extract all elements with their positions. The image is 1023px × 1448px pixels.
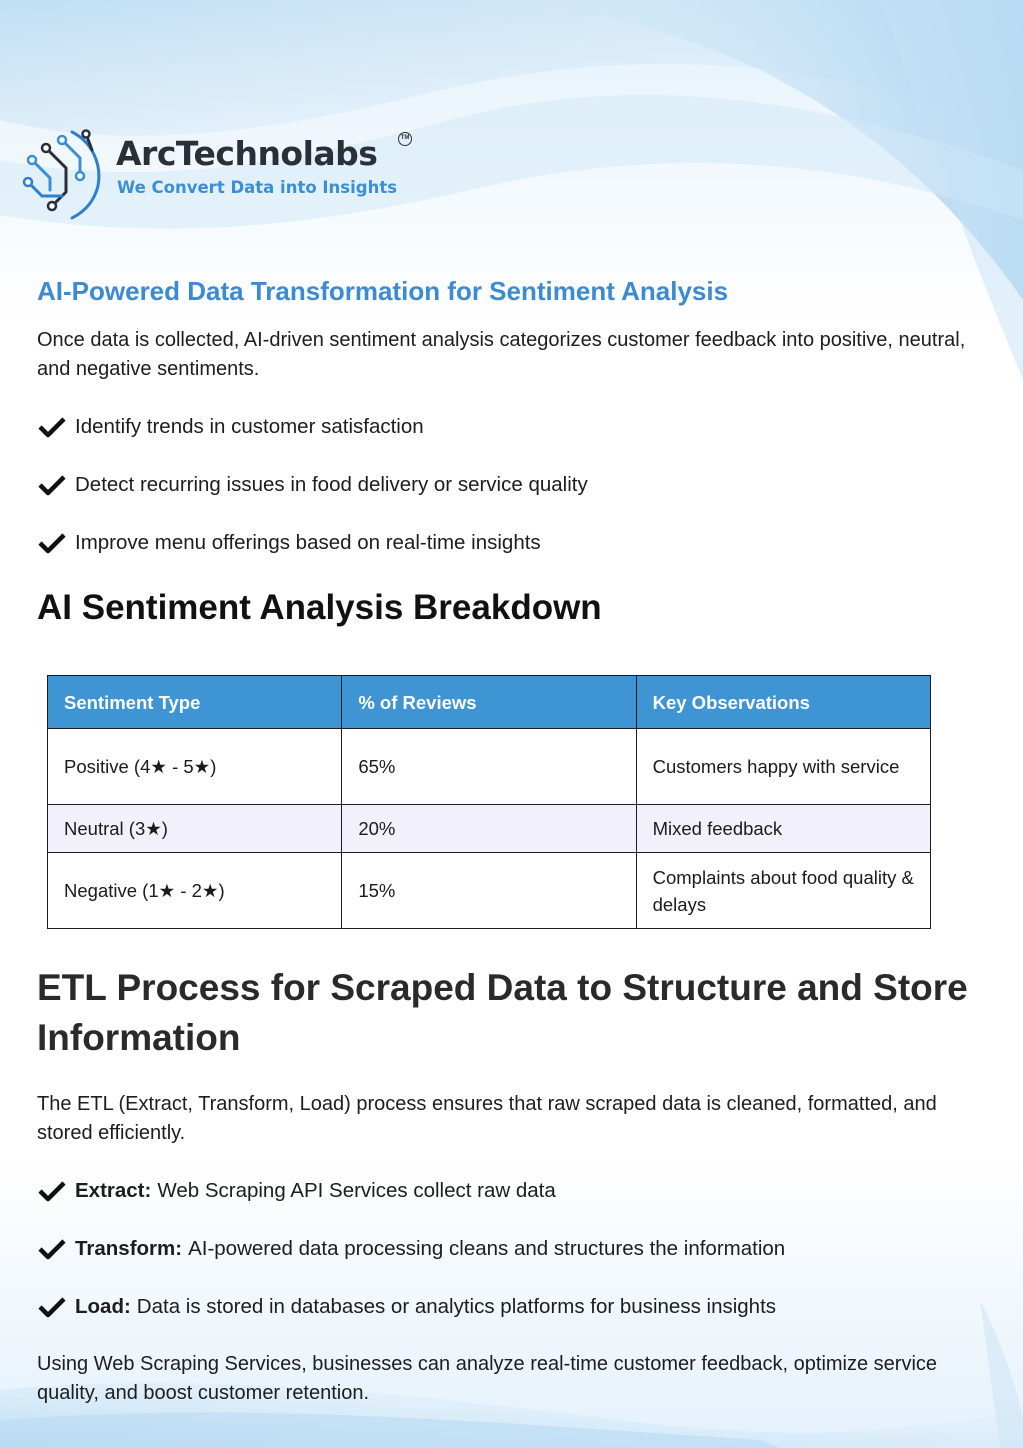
table-cell: Mixed feedback	[636, 805, 930, 853]
logo-tagline: We Convert Data into Insights	[117, 178, 398, 197]
bullet-item	[37, 470, 588, 500]
table-row	[48, 805, 931, 853]
etl-bullet-text: Web Scraping API Services collect raw data	[157, 1179, 556, 1202]
checkmark-icon	[37, 1180, 67, 1202]
circuit-arc-icon	[22, 120, 108, 220]
sentiment-table	[47, 675, 931, 929]
section-intro-paragraph: Once data is collected, AI-driven sentiment analysis categorizes customer feedback into positive, neutral, and negative sentiments.	[37, 329, 966, 380]
checkmark-icon	[37, 1296, 67, 1318]
bullet-item	[37, 412, 424, 442]
etl-bullet-item	[37, 1176, 556, 1206]
checkmark-icon	[37, 532, 67, 554]
table-cell: Customers happy with service	[636, 729, 930, 805]
table-header-cell: % of Reviews	[342, 676, 636, 729]
company-logo	[22, 120, 422, 224]
etl-bullet-text: AI-powered data processing cleans and structures the information	[188, 1237, 786, 1260]
closing-paragraph: Using Web Scraping Services, businesses can analyze real-time customer feedback, optimize service quality, and boost customer retention.	[37, 1353, 938, 1404]
table-cell: 15%	[342, 853, 636, 929]
checkmark-icon	[37, 416, 67, 438]
table-header-cell: Key Observations	[636, 676, 930, 729]
etl-bullet-item	[37, 1234, 785, 1264]
table-cell: Complaints about food quality & delays	[636, 853, 930, 929]
checkmark-icon	[37, 474, 67, 496]
bullet-text: Identify trends in customer satisfaction	[75, 415, 424, 438]
table-cell: 20%	[342, 805, 636, 853]
bullet-item	[37, 528, 541, 558]
table-cell: Positive (4★ - 5★)	[48, 729, 342, 805]
table-header-row	[48, 676, 931, 729]
table-row	[48, 853, 931, 929]
etl-intro-paragraph: The ETL (Extract, Transform, Load) process ensures that raw scraped data is cleaned, formatted, and stored efficiently.	[37, 1093, 937, 1144]
etl-bullet-label: Extract:	[75, 1179, 152, 1202]
table-header-cell: Sentiment Type	[48, 676, 342, 729]
checkmark-icon	[37, 1238, 67, 1260]
etl-bullet-label: Load:	[75, 1295, 131, 1318]
trademark-mark: TM	[398, 132, 412, 146]
bullet-text: Improve menu offerings based on real-time insights	[75, 531, 541, 554]
table-row	[48, 729, 931, 805]
etl-bullet-item	[37, 1292, 776, 1322]
section-heading-breakdown: AI Sentiment Analysis Breakdown	[37, 588, 602, 627]
bullet-text: Detect recurring issues in food delivery or service quality	[75, 473, 588, 496]
table-cell: Neutral (3★)	[48, 805, 342, 853]
table-cell: 65%	[342, 729, 636, 805]
etl-bullet-text: Data is stored in databases or analytics platforms for business insights	[136, 1295, 777, 1318]
section-heading-etl: ETL Process for Scraped Data to Structure and Store Information	[37, 967, 968, 1058]
section-heading-sentiment-transformation: AI-Powered Data Transformation for Sentiment Analysis	[37, 276, 729, 306]
etl-bullet-label: Transform:	[75, 1237, 183, 1260]
logo-name: ArcTechnolabs	[116, 134, 378, 173]
table-cell: Negative (1★ - 2★)	[48, 853, 342, 929]
